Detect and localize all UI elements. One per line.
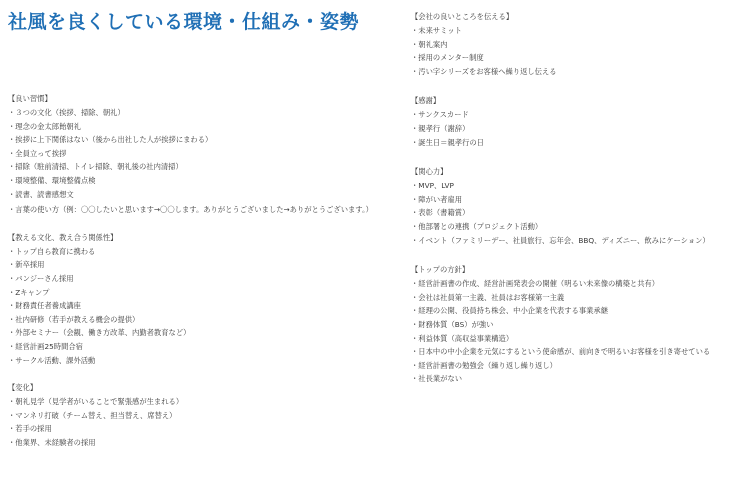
list-item: ・挨拶に上下関係はない（後から出社した人が挨拶にまわる） [8,135,213,145]
list-item: ・トップ自ら教育に携わる [8,246,96,256]
list-item: ・会社は社員第一主義、社員はお客様第一主義 [411,292,565,302]
list-item: ・環境整備、環境整備点検 [8,175,96,185]
list-item: ・財務体質（BS）が強い [411,319,494,329]
section-heading: 【トップの方針】 [411,265,470,275]
section-heading: 【変化】 [8,383,38,393]
list-item: ・Zキャンプ [8,287,50,297]
list-item: ・他部署との連携（プロジェクト活動） [411,221,543,231]
list-item: ・汚い字シリーズをお客様へ繰り返し伝える [411,66,557,76]
list-item: ・朝礼見学（見学者がいることで緊張感が生まれる） [8,397,184,407]
section-change [8,384,393,452]
list-item: ・誕生日＝親孝行の日 [411,137,484,147]
section-top-policy [411,266,746,389]
list-item: ・障がい者雇用 [411,194,463,204]
list-item: ・朝礼案内 [411,39,448,49]
list-item: ・社長業がない [411,374,463,384]
list-item: ・マンネリ打破（チーム替え、担当替え、席替え） [8,410,177,420]
section-teaching-culture [8,234,393,370]
list-item: ・新卒採用 [8,260,45,270]
left-column [8,95,393,452]
list-item: ・MVP、LVP [411,181,454,191]
list-item: ・経営計画25時間合宿 [8,341,83,351]
list-item: ・バンジーさん採用 [8,273,74,283]
list-item: ・３つの文化（挨拶、掃除、朝礼） [8,108,125,117]
list-item: ・イベント（ファミリーデー、社員旅行、忘年会、BBQ、ディズニー、飲みにケーション） [411,235,710,245]
list-item: ・サンクスカード [411,110,469,120]
list-item: ・他業界、未経験者の採用 [8,437,96,447]
section-interest [411,168,746,250]
list-item: ・読書、読書感想文 [8,189,74,199]
list-item: ・親孝行（謝辞） [411,123,470,133]
list-item: ・掃除（駐前清掃、トイレ掃除、朝礼後の社内清掃） [8,162,183,172]
section-gratitude [411,97,746,152]
list-item: ・サークル活動、課外活動 [8,355,96,365]
list-item: ・利益体質（高収益事業構造） [411,333,514,343]
list-item: ・経営計画書の勉強会（繰り返し繰り返し） [411,360,557,370]
list-item: ・未来サミット [411,26,462,35]
list-item: ・経営計画書の作成、経営計画発表会の開催（明るい未来像の構築と共有） [411,279,660,289]
section-good-habits [8,95,393,220]
page-title: 社風を良くしている環境・仕組み・姿勢 [8,11,360,33]
list-item: ・表彰（書籍賞） [411,208,470,218]
section-heading: 【教える文化、教え合う関係性】 [8,232,118,242]
list-item: ・日本中の中小企業を元気にするという使命感が、前向きで明るいお客様を引き寄せている [411,347,711,357]
section-heading: 【良い習慣】 [8,94,52,103]
list-item: ・全員立って挨拶 [8,148,67,158]
right-column [411,13,746,389]
section-heading: 【関心力】 [411,167,448,177]
section-convey-strengths [411,13,746,81]
section-heading: 【会社の良いところを伝える】 [411,12,514,21]
list-item: ・若手の採用 [8,424,52,434]
section-heading: 【感謝】 [411,96,441,106]
list-item: ・外部セミナー（会観、働き方改革、内勤者教育など） [8,328,191,338]
list-item: ・財務責任者養成講座 [8,301,81,311]
list-item: ・経理の公開、役員持ち株会、中小企業を代表する事業承継 [411,306,609,316]
list-item: ・理念の金太郎飴朝礼 [8,121,81,131]
list-item: ・採用のメンター制度 [411,53,484,63]
list-item: ・社内研修（若手が教える機会の提供） [8,314,140,324]
list-item: ・言葉の使い方（例：〇〇したいと思います→〇〇します。ありがとうございました→ありがとうございます。） [8,205,373,215]
